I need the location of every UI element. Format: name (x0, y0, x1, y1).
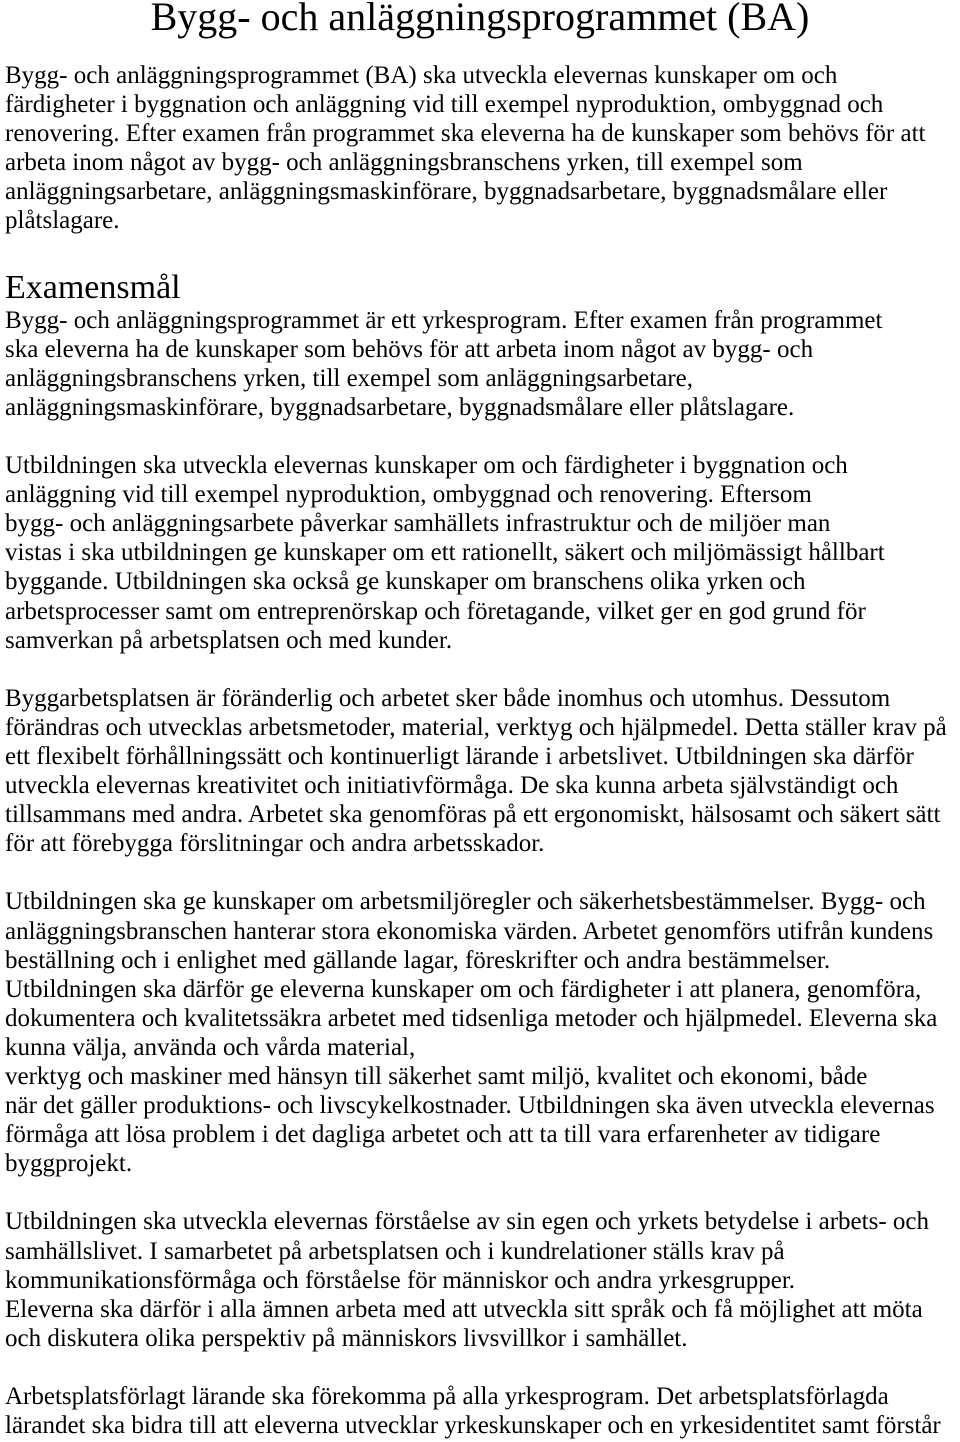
paragraph-line: färdigheter i byggnation och anläggning vid till exempel nyproduktion, ombyggnad och (5, 91, 884, 119)
paragraph-line: och diskutera olika perspektiv på människors livsvillkor i samhället. (5, 1324, 688, 1352)
paragraph-line: byggande. Utbildningen ska också ge kunskaper om branschens olika yrken och (5, 568, 806, 596)
paragraph-line: dokumentera och kvalitetssäkra arbetet med tidsenliga metoder och hjälpmedel. Eleverna ska (5, 1004, 938, 1032)
paragraph (5, 451, 955, 655)
section-heading: Examensmål (5, 268, 181, 306)
paragraph-line: vistas i ska utbildningen ge kunskaper om ett rationellt, säkert och miljömässigt hållbart (5, 539, 885, 567)
paragraph-line: byggprojekt. (5, 1150, 133, 1178)
paragraph-line: verktyg och maskiner med hänsyn till säkerhet samt miljö, kvalitet och ekonomi, både (5, 1063, 868, 1090)
paragraph (5, 887, 955, 1178)
paragraph-line: Eleverna ska därför i alla ämnen arbeta med att utveckla sitt språk och få möjlighet att möta (5, 1295, 923, 1323)
paragraph-line: samhällslivet. I samarbetet på arbetsplatsen och i kundrelationer ställs krav på (5, 1237, 785, 1265)
paragraph (5, 1382, 955, 1440)
paragraph-line: anläggning vid till exempel nyproduktion, ombyggnad och renovering. Eftersom (5, 481, 812, 509)
paragraph-line: tillsammans med andra. Arbetet ska genomföras på ett ergonomiskt, hälsosamt och säkert sätt (5, 801, 941, 829)
paragraph-line: anläggningsarbetare, anläggningsmaskinförare, byggnadsarbetare, byggnadsmålare eller (5, 178, 888, 206)
paragraph-line: lärandet ska bidra till att eleverna utvecklar yrkeskunskaper och en yrkesidentitet samt förstår (5, 1412, 941, 1440)
paragraph-line: plåtslagare. (5, 207, 120, 235)
paragraph-line: kommunikationsförmåga och förståelse för människor och andra yrkesgrupper. (5, 1266, 796, 1294)
paragraph-line: Byggarbetsplatsen är föränderlig och arbetet sker både inomhus och utomhus. Dessutom (5, 684, 891, 712)
paragraph-line: bygg- och anläggningsarbete påverkar samhällets infrastruktur och de miljöer man (5, 510, 831, 538)
paragraph-line: Bygg- och anläggningsprogrammet är ett yrkesprogram. Efter examen från programmet (5, 306, 883, 334)
paragraph (5, 684, 955, 859)
paragraph-line: utveckla elevernas kreativitet och initiativförmåga. De ska kunna arbeta självständigt och (5, 772, 899, 800)
paragraph-line: Utbildningen ska därför ge eleverna kunskaper om och färdigheter i att planera, genomföra, (5, 975, 922, 1003)
paragraph-line: beställning och i enlighet med gällande lagar, föreskrifter och andra bestämmelser. (5, 946, 831, 974)
paragraph (5, 1207, 955, 1352)
paragraph-line: ett flexibelt förhållningssätt och kontinuerligt lärande i arbetslivet. Utbildningen ska därför (5, 742, 914, 770)
paragraph-line: kunna välja, använda och vårda material, (5, 1033, 416, 1061)
intro-paragraph (5, 61, 955, 236)
paragraph-line: arbetsprocesser samt om entreprenörskap och företagande, vilket ger en god grund för (5, 597, 866, 625)
paragraph-line: för att förebygga förslitningar och andra arbetsskador. (5, 830, 545, 858)
paragraph (5, 306, 955, 422)
paragraph-line: när det gäller produktions- och livscykelkostnader. Utbildningen ska även utveckla elevernas (5, 1092, 935, 1120)
paragraph-line: Utbildningen ska utveckla elevernas förståelse av sin egen och yrkets betydelse i arbets- och (5, 1208, 929, 1236)
paragraph-line: ska eleverna ha de kunskaper som behövs för att arbeta inom något av bygg- och (5, 335, 814, 363)
page-title: Bygg- och anläggningsprogrammet (BA) (150, 0, 810, 39)
paragraph-line: renovering. Efter examen från programmet ska eleverna ha de kunskaper som behövs för att (5, 120, 926, 148)
paragraph-line: Bygg- och anläggningsprogrammet (BA) ska utveckla elevernas kunskaper om och (5, 62, 838, 89)
paragraph-line: Utbildningen ska utveckla elevernas kunskaper om och färdigheter i byggnation och (5, 452, 848, 480)
paragraph-line: anläggningsmaskinförare, byggnadsarbetare, byggnadsmålare eller plåtslagare. (5, 393, 795, 421)
paragraph-line: Arbetsplatsförlagt lärande ska förekomma på alla yrkesprogram. Det arbetsplatsförlagda (5, 1383, 889, 1411)
paragraph-line: samverkan på arbetsplatsen och med kunder. (5, 626, 453, 654)
paragraph-line: förändras och utvecklas arbetsmetoder, material, verktyg och hjälpmedel. Detta ställer krav på (5, 713, 947, 741)
paragraph-line: arbeta inom något av bygg- och anläggningsbranschens yrken, till exempel som (5, 149, 803, 177)
paragraph-line: Utbildningen ska ge kunskaper om arbetsmiljöregler och säkerhetsbestämmelser. Bygg- och (5, 888, 926, 916)
paragraph-line: förmåga att lösa problem i det dagliga arbetet och att ta till vara erfarenheter av tidigare (5, 1121, 881, 1149)
paragraph-line: anläggningsbranschens yrken, till exempel som anläggningsarbetare, (5, 364, 693, 392)
paragraph-line: anläggningsbranschen hanterar stora ekonomiska värden. Arbetet genomförs utifrån kundens (5, 917, 934, 945)
